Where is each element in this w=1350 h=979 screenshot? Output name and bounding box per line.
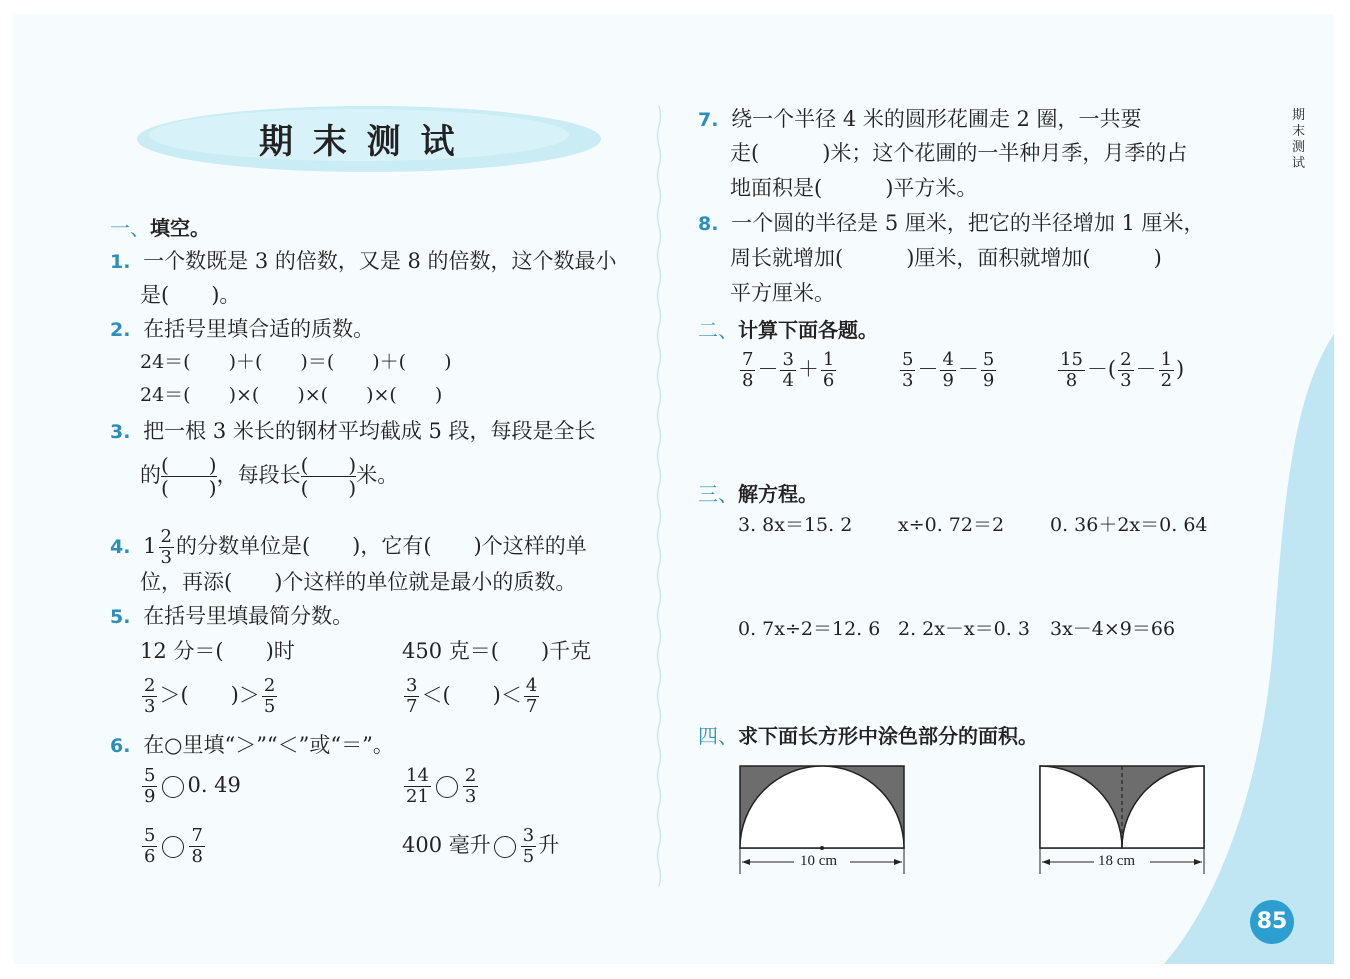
q5-row2a: $\frac{2}{3}$ ＞( )＞ $\frac{2}{5}$ (144, 675, 276, 717)
q7-line2: 走( )米；这个花圃的一半种月季，月季的占 (730, 141, 1188, 165)
q6-item1: $\frac{5}{9}$ 0. 49 (144, 765, 241, 807)
fraction: $\frac{15}{8}$ (1060, 349, 1083, 391)
fraction: $\frac{3}{4}$ (782, 349, 794, 391)
operator: － (957, 357, 979, 381)
fraction: $\frac{5}{9}$ (982, 349, 995, 391)
section-4-heading: 四、求下面长方形中涂色部分的面积。 (698, 724, 1038, 748)
equation-1: 3. 8x＝15. 2 (738, 514, 853, 536)
q8: 8. 一个圆的半径是 5 厘米，把它的半径增加 1 厘米， (698, 211, 1205, 235)
textbook-page (14, 14, 1334, 964)
compare-circle (494, 836, 516, 858)
compare-circle (436, 776, 458, 798)
operator: －( (1086, 357, 1117, 381)
column-divider (654, 106, 664, 886)
figure-1-label: 10 cm (800, 853, 838, 869)
fraction: $\frac{7}{8}$ (742, 349, 754, 391)
calc-expression-2 (898, 350, 998, 391)
q7: 7. 绕一个半径 4 米的圆形花圃走 2 圈，一共要 (698, 107, 1142, 131)
compare-circle (162, 836, 184, 858)
section-1-heading: 一、填空。 (110, 216, 210, 240)
q1-line2: 是( )。 (140, 283, 241, 307)
q1: 1. 一个数既是 3 的倍数，又是 8 的倍数，这个数最小 (110, 249, 617, 273)
operator: － (917, 357, 939, 381)
compare-circle (162, 776, 184, 798)
q3-line2: 的 ( ) ( )，每段长 ( ) ( )米。 (140, 453, 399, 500)
equation-5: 2. 2x－x＝0. 3 (898, 618, 1030, 640)
figure-2-label: 18 cm (1098, 853, 1136, 869)
equation-2: x÷0. 72＝2 (898, 514, 1005, 536)
side-label: 期末测试 (1292, 108, 1306, 171)
q6-item2: $\frac{14}{21}$ $\frac{2}{3}$ (406, 765, 477, 807)
q6-item4: 400 毫升 $\frac{3}{5}$ 升 (402, 825, 560, 867)
q5-row1b: 450 克＝( )千克 (402, 639, 592, 663)
calc-expression-1 (738, 350, 838, 391)
operator: － (1135, 357, 1157, 381)
page-title: 期 末 测 试 (259, 122, 459, 162)
fraction: $\frac{2}{3}$ (1120, 349, 1132, 391)
q8-line2: 周长就增加( )厘米，面积就增加( ) (730, 246, 1162, 270)
fraction: $\frac{1}{2}$ (1160, 349, 1173, 391)
operator: ) (1176, 357, 1185, 381)
section-3-heading: 三、解方程。 (698, 482, 818, 506)
operator: ＋ (797, 357, 819, 381)
q7-line3: 地面积是( )平方米。 (730, 176, 978, 200)
q5-row1a: 12 分＝( )时 (140, 639, 295, 663)
blank-fraction-1: ( ) ( ) (161, 453, 217, 500)
q4: 4. 1 $\frac{2}{3}$ 的分数单位是( )，它有( )个这样的单 (110, 526, 587, 568)
q6-item3: $\frac{5}{6}$ $\frac{7}{8}$ (144, 825, 203, 867)
fraction: $\frac{1}{6}$ (822, 349, 835, 391)
operator: － (757, 357, 779, 381)
equation-4: 0. 7x÷2＝12. 6 (738, 618, 881, 640)
calc-expression-3 (1056, 350, 1184, 391)
q6: 6. 在○里填“＞”“＜”或“＝”。 (110, 733, 394, 757)
equation-3: 0. 36＋2x＝0. 64 (1050, 514, 1208, 536)
equation-6: 3x－4×9＝66 (1050, 618, 1176, 640)
page-number: 85 (1250, 900, 1294, 944)
section-2-heading: 二、计算下面各题。 (698, 318, 878, 342)
q5: 5. 在括号里填最简分数。 (110, 604, 354, 628)
q5-row2b: $\frac{3}{7}$ ＜( )＜ $\frac{4}{7}$ (406, 675, 538, 717)
q2: 2. 在括号里填合适的质数。 (110, 317, 375, 341)
fraction: $\frac{4}{9}$ (942, 349, 954, 391)
q2-line2: 24＝( )＋( )＝( )＋( ) (140, 351, 452, 373)
q3: 3. 把一根 3 米长的钢材平均截成 5 段，每段是全长 (110, 419, 596, 443)
q2-line3: 24＝( )×( )×( )×( ) (140, 384, 443, 406)
blank-fraction-2: ( ) ( ) (300, 453, 357, 500)
q8-line3: 平方厘米。 (730, 281, 835, 305)
q4-line2: 位，再添( )个这样的单位就是最小的质数。 (140, 570, 577, 594)
fraction: $\frac{5}{3}$ (902, 349, 914, 391)
